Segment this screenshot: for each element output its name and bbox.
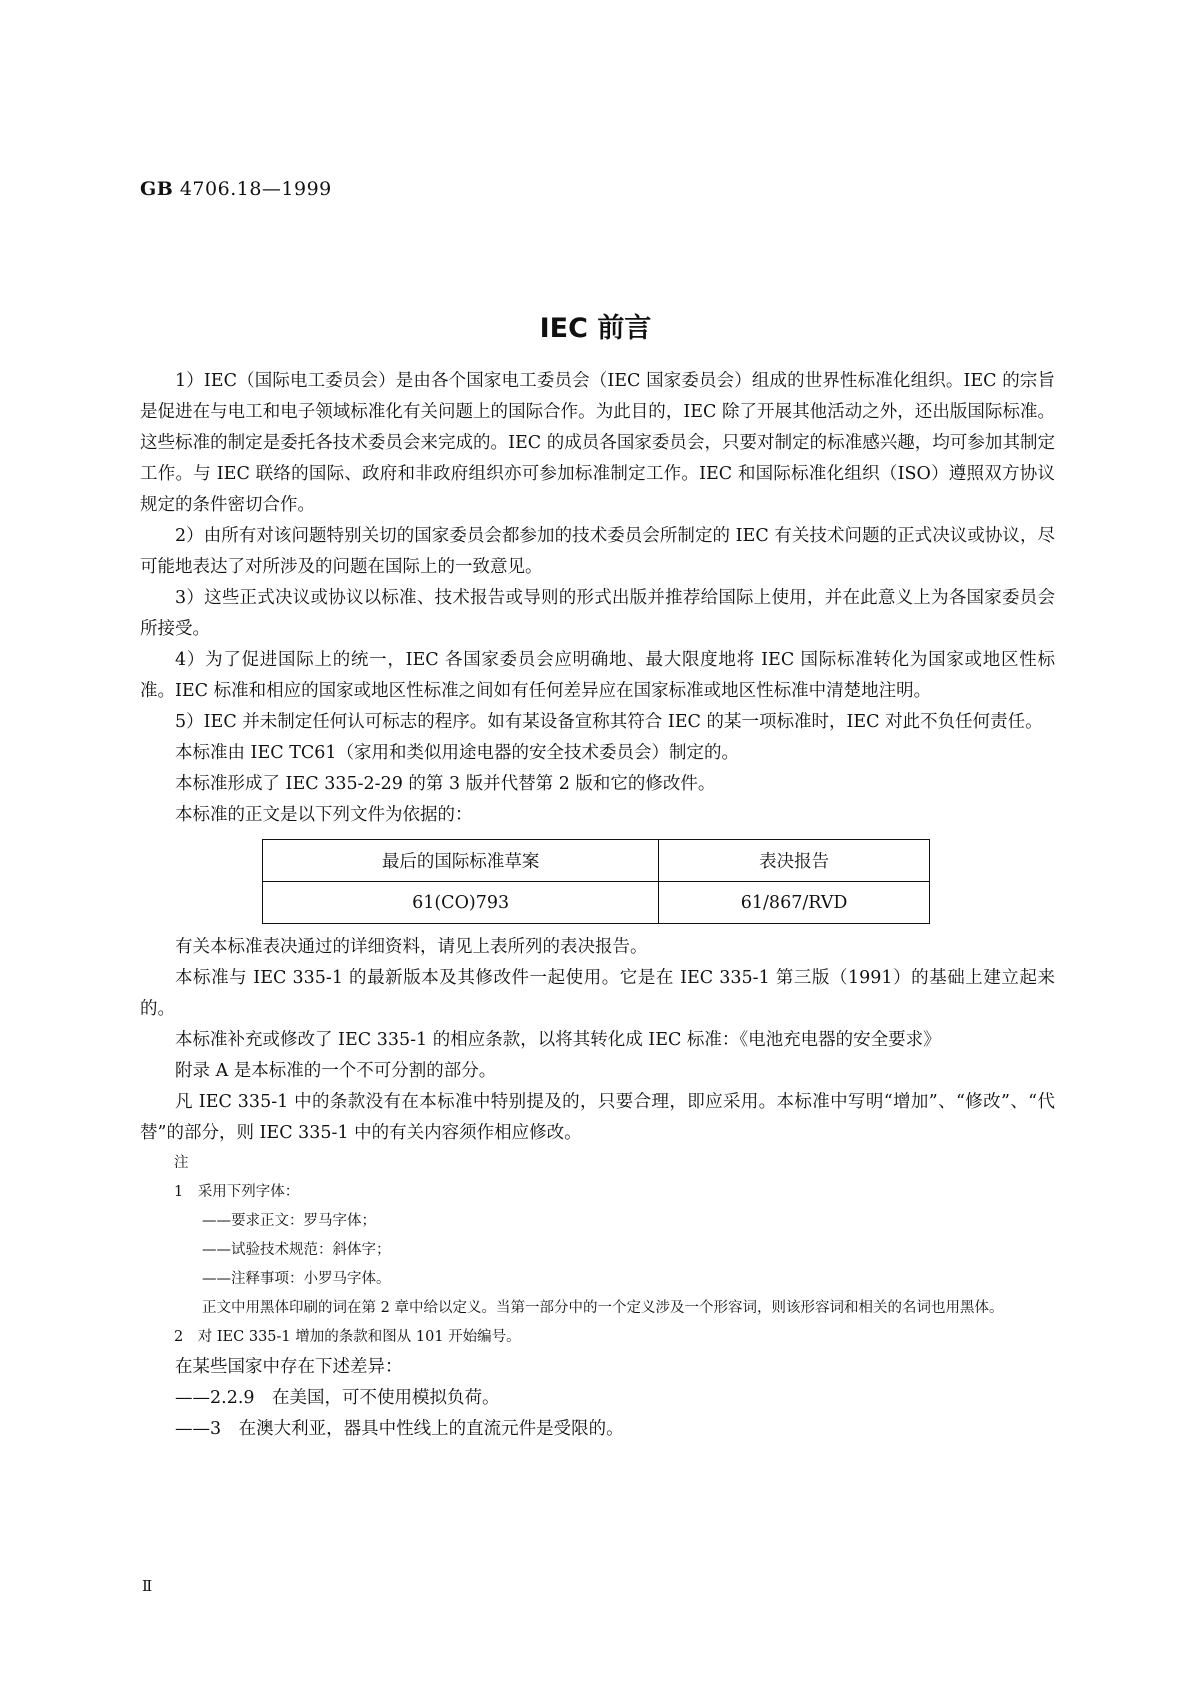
paragraph-5: 5）IEC 并未制定任何认可标志的程序。如有某设备宣称其符合 IEC 的某一项标准时，IEC 对此不负任何责任。 <box>175 712 1043 732</box>
note-dash-item: ——试验技术规范：斜体字； <box>202 1242 391 1258</box>
differences-intro: 在某些国家中存在下述差异： <box>175 1357 403 1377</box>
paragraph-4: 4）为了促进国际上的统一，IEC 各国家委员会应明确地、最大限度地将 IEC 国际标准转化为国家或地区性标准。IEC 标准和相应的国家或地区性标准之间如有任何差异应在国家标准或地区性标准中清楚地注明。 <box>140 650 1055 701</box>
paragraph-2: 2）由所有对该问题特别关切的国家委员会都参加的技术委员会所制定的 IEC 有关技术问题的正式决议或协议，尽可能地表达了对所涉及的问题在国际上的一致意见。 <box>140 526 1055 577</box>
standard-header <box>140 178 332 200</box>
paragraph-3: 3）这些正式决议或协议以标准、技术报告或导则的形式出版并推荐给国际上使用，并在此意义上为各国家委员会所接受。 <box>140 588 1055 639</box>
note-dash-item: ——要求正文：罗马字体； <box>202 1213 376 1229</box>
standard-code: GB <box>140 178 174 200</box>
table-row <box>263 882 930 924</box>
notes-label: 注 <box>174 1155 189 1171</box>
note-dash-item: ——注释事项：小罗马字体。 <box>202 1271 391 1287</box>
paragraph-basis: 本标准的正文是以下列文件为依据的： <box>175 805 473 825</box>
paragraph-1: 1）IEC（国际电工委员会）是由各个国家电工委员会（IEC 国家委员会）组成的世界性标准化组织。IEC 的宗旨是促进在与电工和电子领域标准化有关问题上的国际合作。为此目的，IEC 除了开展其他活动之外，还出版国际标准。这些标准的制定是委托各技术委员会来完成的。IEC 的成员各国家委员会，只要对制定的标准感兴趣，均可参加其制定工作。与 IEC 联络的国际、政府和非政府组织亦可参加标准制定工作。IEC 和国际标准化组织（ISO）遵照双方协议规定的条件密切合作。 <box>140 371 1055 515</box>
page-number: Ⅱ <box>142 1577 153 1595</box>
note-item-1-continuation: 正文中用黑体印刷的词在第 2 章中给以定义。当第一部分中的一个定义涉及一个形容词，则该形容词和相关的名词也用黑体。 <box>202 1300 1004 1316</box>
paragraph-supplement: 本标准补充或修改了 IEC 335-1 的相应条款，以将其转化成 IEC 标准：《电池充电器的安全要求》 <box>175 1030 941 1050</box>
table-header-row <box>263 840 930 882</box>
paragraph-edition: 本标准形成了 IEC 335-2-29 的第 3 版并代替第 2 版和它的修改件。 <box>175 774 716 794</box>
table-header-fdis: 最后的国际标准草案 <box>263 840 659 882</box>
note-item-2: 2 对 IEC 335-1 增加的条款和图从 101 开始编号。 <box>174 1329 521 1345</box>
table-cell-fdis: 61(CO)793 <box>263 882 659 924</box>
paragraph-annex: 附录 A 是本标准的一个不可分割的部分。 <box>175 1061 497 1081</box>
paragraph-voting-info: 有关本标准表决通过的详细资料，请见上表所列的表决报告。 <box>175 937 648 957</box>
table-header-report: 表决报告 <box>659 840 930 882</box>
voting-table <box>262 839 930 924</box>
paragraph-tc61: 本标准由 IEC TC61（家用和类似用途电器的安全技术委员会）制定的。 <box>175 743 740 763</box>
paragraph-clauses: 凡 IEC 335-1 中的条款没有在本标准中特别提及的，只要合理，即应采用。本标准中写明“增加”、“修改”、“代替”的部分，则 IEC 335-1 中的有关内容须作相应修改。 <box>140 1092 1055 1143</box>
table-cell-report: 61/867/RVD <box>659 882 930 924</box>
notes-section <box>140 1149 1055 1352</box>
note-item-1: 1 采用下列字体： <box>174 1184 300 1200</box>
standard-number: 4706.18—1999 <box>179 178 332 200</box>
difference-item: ——2.2.9 在美国，可不使用模拟负荷。 <box>175 1388 500 1408</box>
paragraph-usage: 本标准与 IEC 335-1 的最新版本及其修改件一起使用。它是在 IEC 335-1 第三版（1991）的基础上建立起来的。 <box>140 968 1055 1019</box>
page-title: IEC 前言 <box>539 313 652 344</box>
document-body <box>140 366 1055 1445</box>
difference-item: ——3 在澳大利亚，器具中性线上的直流元件是受限的。 <box>175 1419 624 1439</box>
differences-section <box>140 1352 1055 1445</box>
